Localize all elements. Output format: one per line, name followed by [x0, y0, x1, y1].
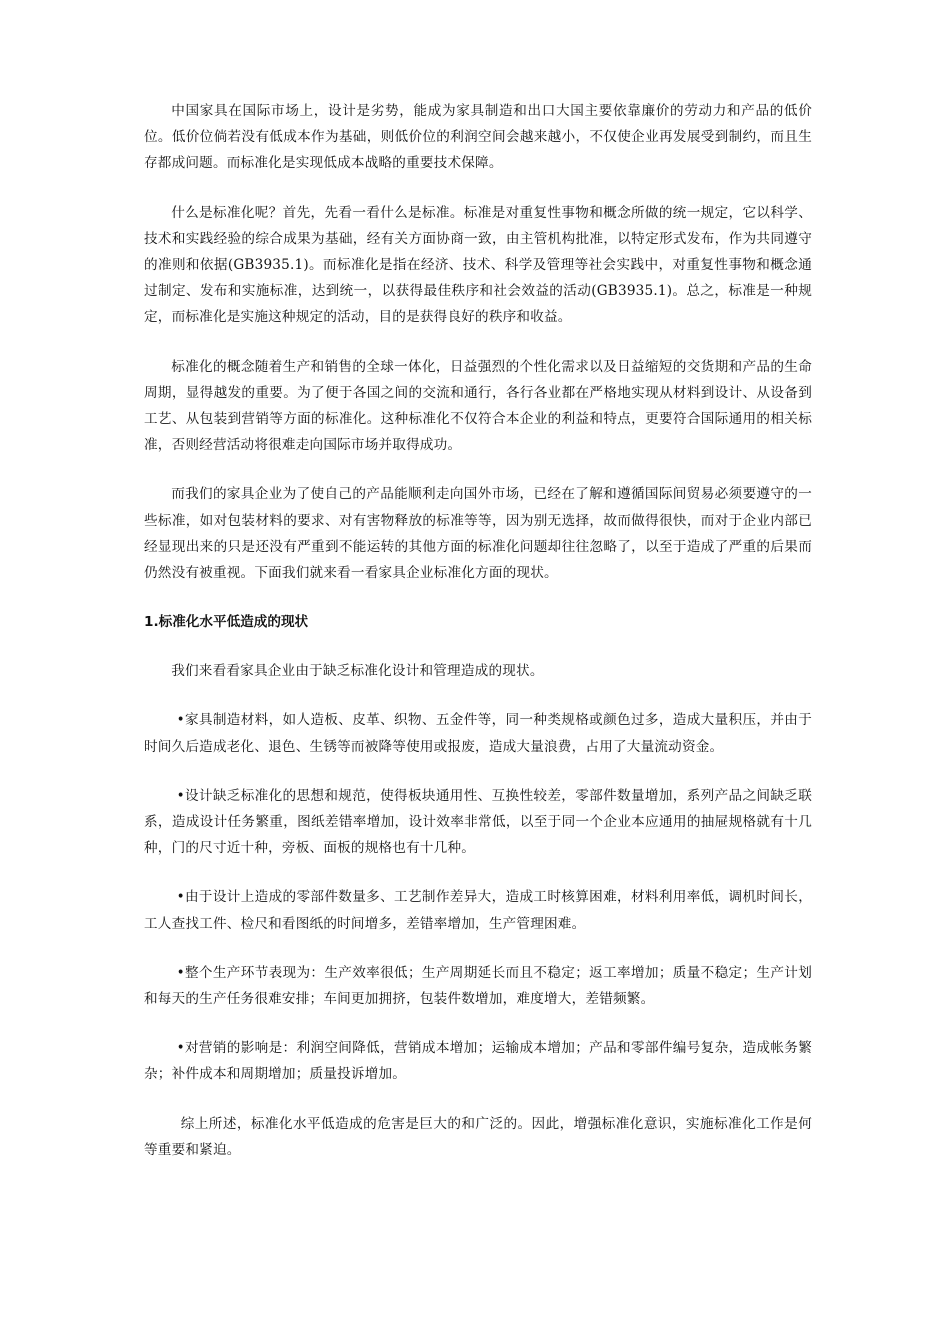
paragraph-current-situation: 而我们的家具企业为了使自己的产品能顺利走向国外市场，已经在了解和遵循国际间贸易必须要遵守的一些标准，如对包装材料的要求、对有害物释放的标准等等，因为别无选择，故而做得很快，而对于企业内部已经显现出来的只是还没有严重到不能运转的其他方面的标准化问题却往往忽略了，以至于造成了严重的后果而仍然没有被重视。下面我们就来看一看家具企业标准化方面的现状。 [144, 486, 812, 582]
paragraph-globalization: 标准化的概念随着生产和销售的全球一体化，日益强烈的个性化需求以及日益缩短的交货期和产品的生命周期，显得越发的重要。为了便于各国之间的交流和通行，各行各业都在严格地实现从材料到设计、从设备到工艺、从包装到营销等方面的标准化。这种标准化不仅符合本企业的利益和特点，更要符合国际通用的相关标准，否则经营活动将很难走向国际市场并取得成功。 [144, 358, 812, 454]
bullet-design: •设计缺乏标准化的思想和规范，使得板块通用性、互换性较差，零部件数量增加，系列产品之间缺乏联系，造成设计任务繁重，图纸差错率增加，设计效率非常低，以至于同一个企业本应通用的抽屉规格就有十几种，门的尺寸近十种，旁板、面板的规格也有十几种。 [144, 787, 812, 857]
paragraph-definition: 什么是标准化呢？首先，先看一看什么是标准。标准是对重复性事物和概念所做的统一规定，它以科学、技术和实践经验的综合成果为基础，经有关方面协商一致，由主管机构批准，以特定形式发布，作为共同遵守的准则和依据(GB3935.1)。而标准化是指在经济、技术、科学及管理等社会实践中，对重复性事物和概念通过制定、发布和实施标准，达到统一，以获得最佳秩序和社会效益的活动(GB3935.1)。总之，标准是一种规定，而标准化是实施这种规定的活动，目的是获得良好的秩序和收益。 [144, 204, 812, 326]
section-intro: 我们来看看家具企业由于缺乏标准化设计和管理造成的现状。 [171, 663, 544, 680]
section-heading: 1.标准化水平低造成的现状 [144, 614, 309, 631]
document-page [144, 98, 812, 1163]
bullet-parts: •由于设计上造成的零部件数量多、工艺制作差异大，造成工时核算困难，材料利用率低，调机时间长，工人查找工件、检尺和看图纸的时间增多，差错率增加，生产管理困难。 [144, 889, 812, 932]
paragraph-intro: 中国家具在国际市场上，设计是劣势，能成为家具制造和出口大国主要依靠廉价的劳动力和产品的低价位。低价位倘若没有低成本作为基础，则低价位的利润空间会越来越小，不仅使企业再发展受到制约，而且生存都成问题。而标准化是实现低成本战略的重要技术保障。 [144, 103, 812, 172]
bullet-marketing: •对营销的影响是：利润空间降低，营销成本增加；运输成本增加；产品和零部件编号复杂，造成帐务繁杂；补件成本和周期增加；质量投诉增加。 [144, 1040, 812, 1083]
bullet-materials: •家具制造材料，如人造板、皮革、织物、五金件等，同一种类规格或颜色过多，造成大量积压，并由于时间久后造成老化、退色、生锈等而被降等使用或报废，造成大量浪费，占用了大量流动资金。 [144, 712, 812, 755]
bullet-production: •整个生产环节表现为：生产效率很低；生产周期延长而且不稳定；返工率增加；质量不稳定；生产计划和每天的生产任务很难安排；车间更加拥挤，包装件数增加，难度增大，差错频繁。 [144, 964, 812, 1008]
paragraph-summary: 综上所述，标准化水平低造成的危害是巨大的和广泛的。因此，增强标准化意识，实施标准化工作是何等重要和紧迫。 [144, 1115, 812, 1158]
